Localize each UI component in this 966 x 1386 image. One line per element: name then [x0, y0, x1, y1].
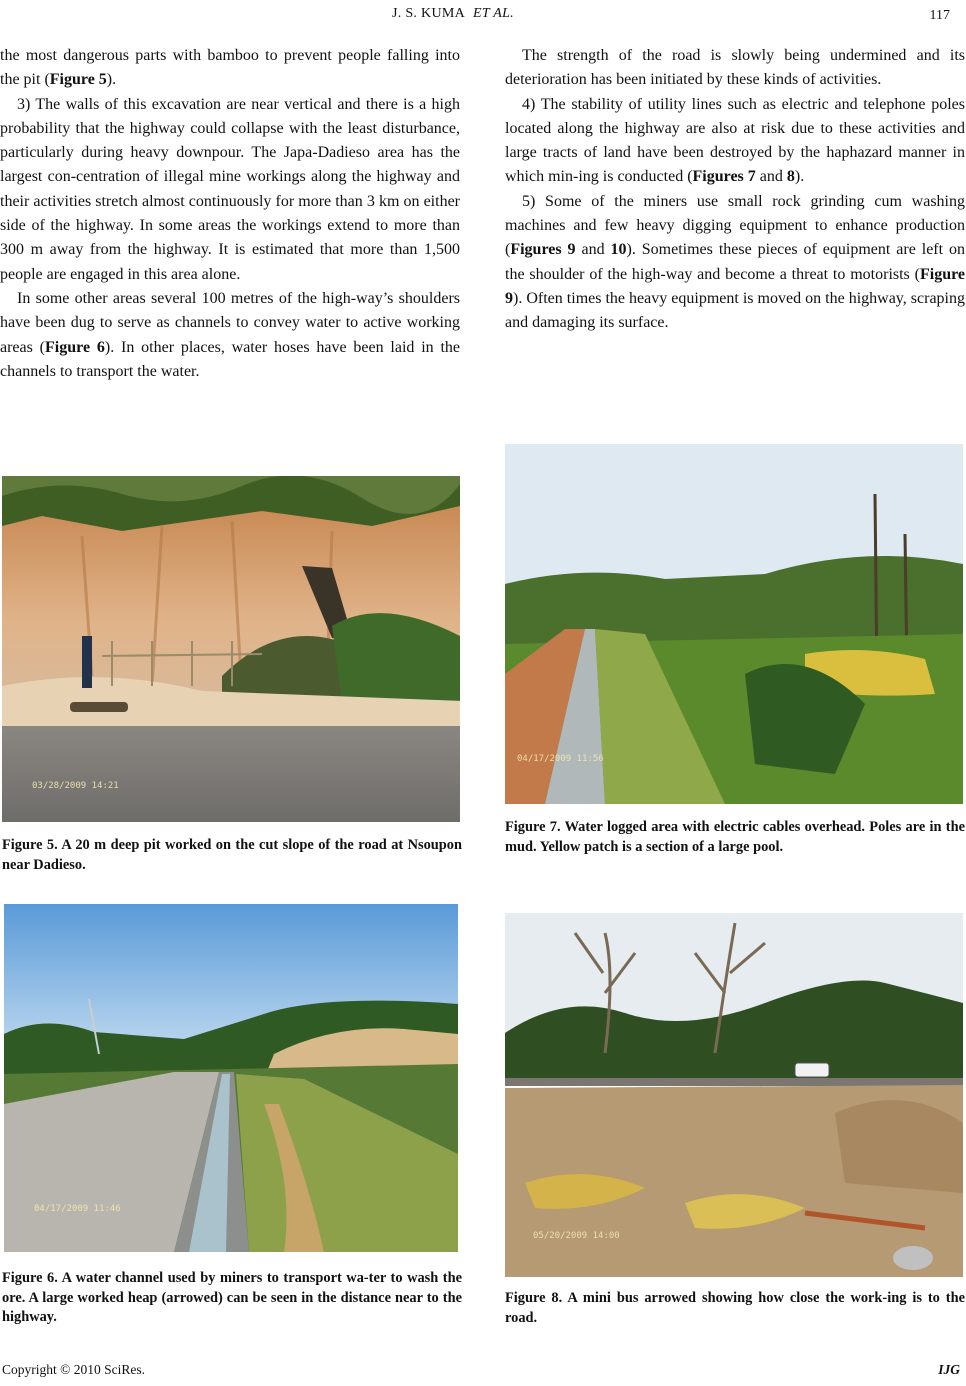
- paragraph: [0, 44, 460, 93]
- water-channel-photo-illustration: [4, 904, 458, 1252]
- figure-ref-link[interactable]: Figures 9: [510, 241, 576, 259]
- text-run: the most dangerous parts with bamboo to prevent people falling into the pit (: [0, 47, 460, 89]
- water-logged-photo-illustration: [505, 444, 963, 804]
- figure-ref-link[interactable]: Figure 9: [505, 265, 965, 307]
- figure-7-photo: [505, 444, 963, 804]
- text-run: ).: [106, 71, 117, 89]
- text-run: ). In other places, water hoses have been laid in the channels to transport the water.: [0, 338, 461, 380]
- mini-bus-photo-illustration: [505, 913, 963, 1277]
- figure-5-photo: [2, 476, 460, 822]
- figure-ref-link[interactable]: 10: [610, 241, 627, 259]
- journal-abbrev: IJG: [938, 1362, 960, 1377]
- figure-5-caption: Figure 5. A 20 m deep pit worked on the cut slope of the road at Nsoupon near Dadieso.: [2, 837, 462, 873]
- text-run: ). Sometimes these pieces of equipment are left on the shoulder of the high-way and become a threat to motorists (: [505, 241, 966, 283]
- author-name: J. S. KUMA: [392, 6, 466, 21]
- figure-ref-link[interactable]: Figure 6: [45, 338, 105, 356]
- photo-timestamp: 04/17/2009 11:46: [34, 1204, 121, 1214]
- paragraph: [0, 287, 460, 384]
- running-header: [0, 6, 966, 26]
- figure-ref-link[interactable]: 8: [786, 168, 795, 186]
- figure-ref-link[interactable]: Figure 5: [49, 71, 107, 89]
- copyright-notice: Copyright © 2010 SciRes.: [2, 1362, 146, 1377]
- figure-8-photo: [505, 913, 963, 1277]
- text-run: ).: [794, 168, 805, 186]
- page-number: 117: [929, 8, 950, 23]
- figure-ref-link[interactable]: Figures 7: [692, 168, 756, 186]
- figure-7-caption: Figure 7. Water logged area with electric cables overhead. Poles are in the mud. Yellow patch is a section of a large pool.: [505, 819, 965, 855]
- pit-photo-illustration: [2, 476, 460, 822]
- photo-timestamp: 05/20/2009 14:00: [533, 1231, 620, 1241]
- photo-timestamp: 04/17/2009 11:56: [517, 754, 604, 764]
- text-run: 5) Some of the miners use small rock grinding cum washing machines and few heavy digging equipment to enhance production (: [505, 192, 965, 259]
- text-run: In some other areas several 100 metres of the high-way’s shoulders have been dug to serve as channels to convey water to active working areas (: [0, 289, 460, 356]
- right-column-text: [505, 44, 965, 336]
- running-head: [392, 6, 514, 22]
- figure-6-caption: Figure 6. A water channel used by miners to transport wa-ter to wash the ore. A large worked heap (arrowed) can be seen in the distance near to the highway.: [2, 1270, 462, 1325]
- et-al: ET AL.: [473, 6, 514, 21]
- text-run: and: [575, 241, 611, 259]
- photo-timestamp: 03/28/2009 14:21: [32, 781, 119, 791]
- paragraph: The strength of the road is slowly being undermined and its deterioration has been initiated by these kinds of activities.: [505, 47, 965, 89]
- left-column-text: [0, 44, 460, 384]
- text-run: and: [755, 168, 787, 186]
- text-run: ). Often times the heavy equipment is moved on the highway, scraping and damaging its surface.: [505, 289, 965, 332]
- paragraph: [505, 190, 965, 336]
- text-run: 4) The stability of utility lines such as electric and telephone poles located along the highway are also at risk due to these activities and large tracts of land have been destroyed by the haphazard manner in which min-ing is conducted (: [505, 95, 965, 186]
- figure-6-photo: [4, 904, 458, 1252]
- paragraph: [505, 93, 965, 190]
- figure-8-caption: Figure 8. A mini bus arrowed showing how close the work-ing is to the road.: [505, 1290, 965, 1326]
- paragraph: 3) The walls of this excavation are near vertical and there is a high probability that the highway could collapse with the least disturbance, particularly during heavy downpour. The Japa-Dadieso area has the largest con-centration of illegal mine workings along the highway and their activities stretch almost continuously for more than 3 km on either side of the highway. In some areas the workings extend to more than 300 m away from the highway. It is estimated that more than 1,500 people are engaged in this area alone.: [0, 95, 460, 283]
